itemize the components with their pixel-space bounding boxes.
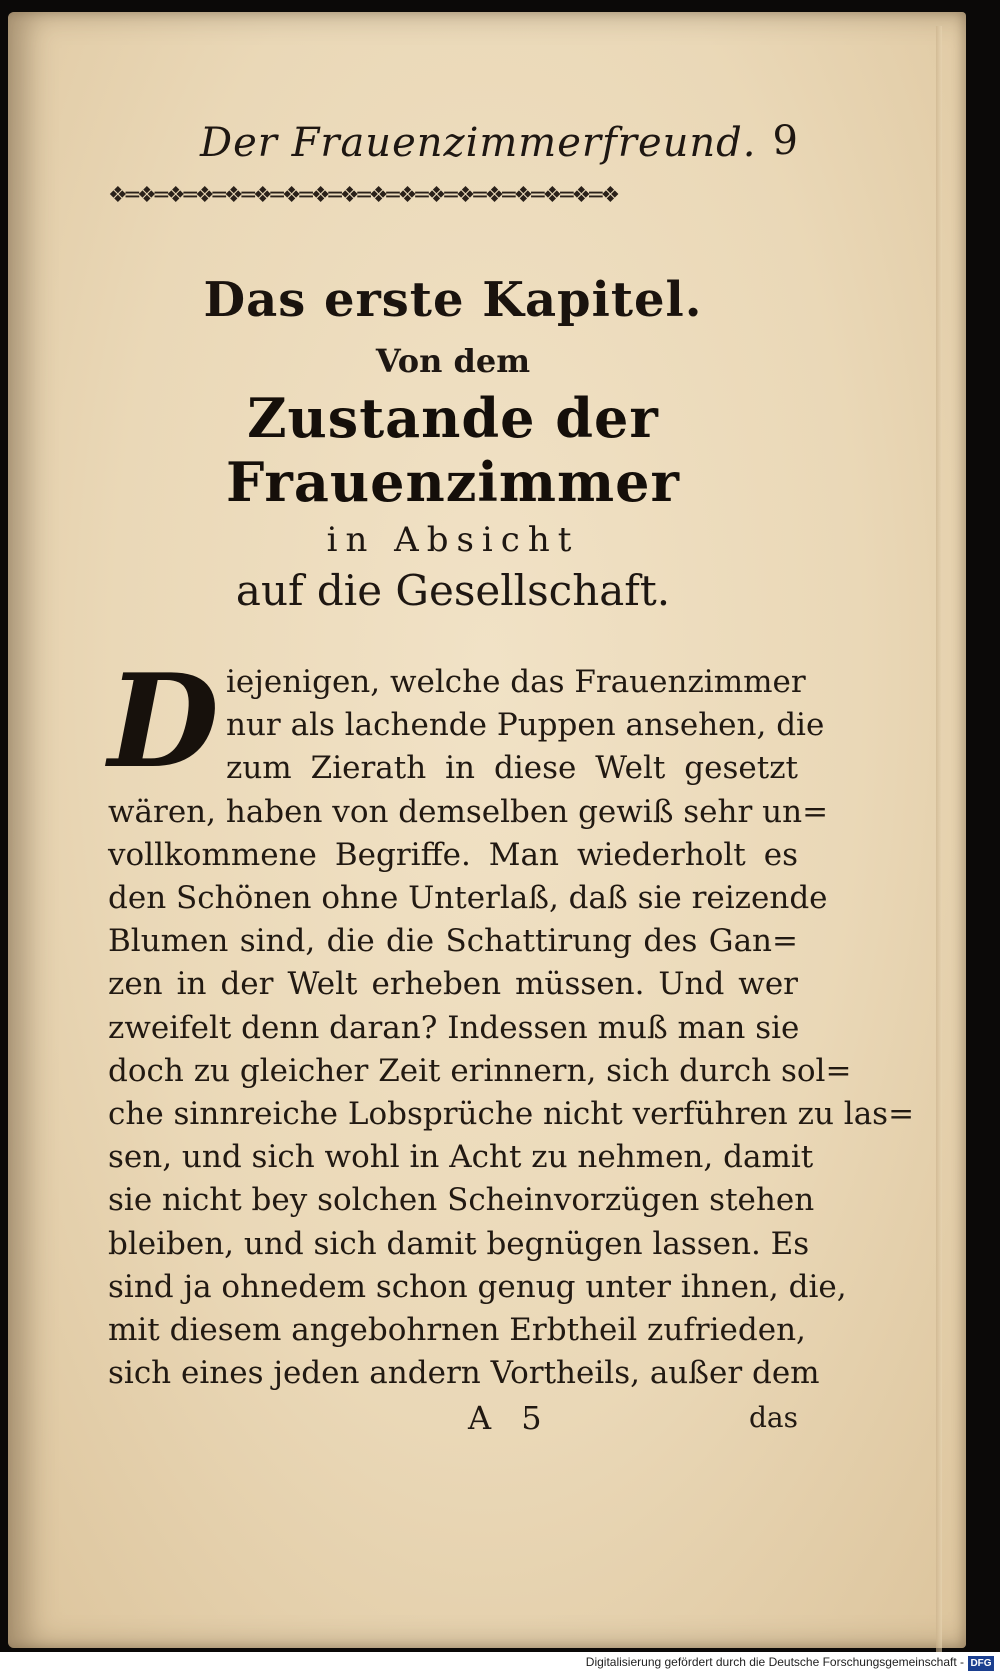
chapter-title: Das erste Kapitel. xyxy=(203,272,703,328)
heading-line-1: Von dem xyxy=(375,342,531,380)
text-line: iejenigen, welche das Frauenzimmer xyxy=(226,664,806,700)
catchword: das xyxy=(749,1401,798,1435)
page-content xyxy=(108,112,915,1443)
text-line: den Schönen ohne Unterlaß, daß sie reizende xyxy=(108,880,828,917)
text-line: wären, haben von demselben gewiß sehr un= xyxy=(108,793,829,830)
drop-capital: D xyxy=(108,647,219,797)
text-line: vollkommene Begriffe. Man wiederholt es xyxy=(108,836,798,873)
text-line: zen in der Welt erheben müssen. Und wer xyxy=(108,966,798,1003)
heading-line-2: Zustande der Frauenzimmer xyxy=(226,386,680,514)
text-line: sich eines jeden andern Vortheils, außer dem xyxy=(108,1355,820,1392)
book-page xyxy=(8,12,966,1648)
ornament-divider: ❖═❖═❖═❖═❖═❖═❖═❖═❖═❖═❖═❖═❖═❖═❖═❖═❖═❖ xyxy=(108,182,619,208)
text-line: che sinnreiche Lobsprüche nicht verführen zu las= xyxy=(108,1096,915,1133)
dfg-credit-text: Digitalisierung gefördert durch die Deutsche Forschungsgemeinschaft - xyxy=(585,1655,964,1669)
body-text xyxy=(108,647,915,1395)
text-line: bleiben, und sich damit begnügen lassen. Es xyxy=(108,1225,810,1262)
text-line: zum Zierath in diese Welt gesetzt xyxy=(226,750,798,787)
signature-mark: A 5 xyxy=(468,1399,552,1438)
text-line: nur als lachende Puppen ansehen, die xyxy=(226,707,825,744)
text-line: sind ja ohnedem schon genug unter ihnen, die, xyxy=(108,1268,847,1305)
heading-line-4: auf die Gesellschaft. xyxy=(235,566,671,615)
heading-line-3: in Absicht xyxy=(326,520,580,560)
dfg-credit-bar xyxy=(0,1652,1000,1677)
page-footer xyxy=(108,1399,798,1443)
text-line: sen, und sich wohl in Acht zu nehmen, damit xyxy=(108,1139,814,1176)
running-title: Der Frauenzimmerfreund. xyxy=(200,120,757,166)
text-line: zweifelt denn daran? Indessen muß man sie xyxy=(108,1009,800,1046)
running-head xyxy=(108,112,798,172)
text-line: mit diesem angebohrnen Erbtheil zufrieden, xyxy=(108,1312,806,1349)
text-line: sie nicht bey solchen Scheinvorzügen stehen xyxy=(108,1182,815,1219)
page-edge xyxy=(936,26,942,1656)
dfg-logo-icon: DFG xyxy=(968,1656,994,1671)
text-line: doch zu gleicher Zeit erinnern, sich durch sol= xyxy=(108,1052,852,1089)
text-line: Blumen sind, die die Schattirung des Gan= xyxy=(108,923,798,960)
page-number: 9 xyxy=(772,118,798,164)
